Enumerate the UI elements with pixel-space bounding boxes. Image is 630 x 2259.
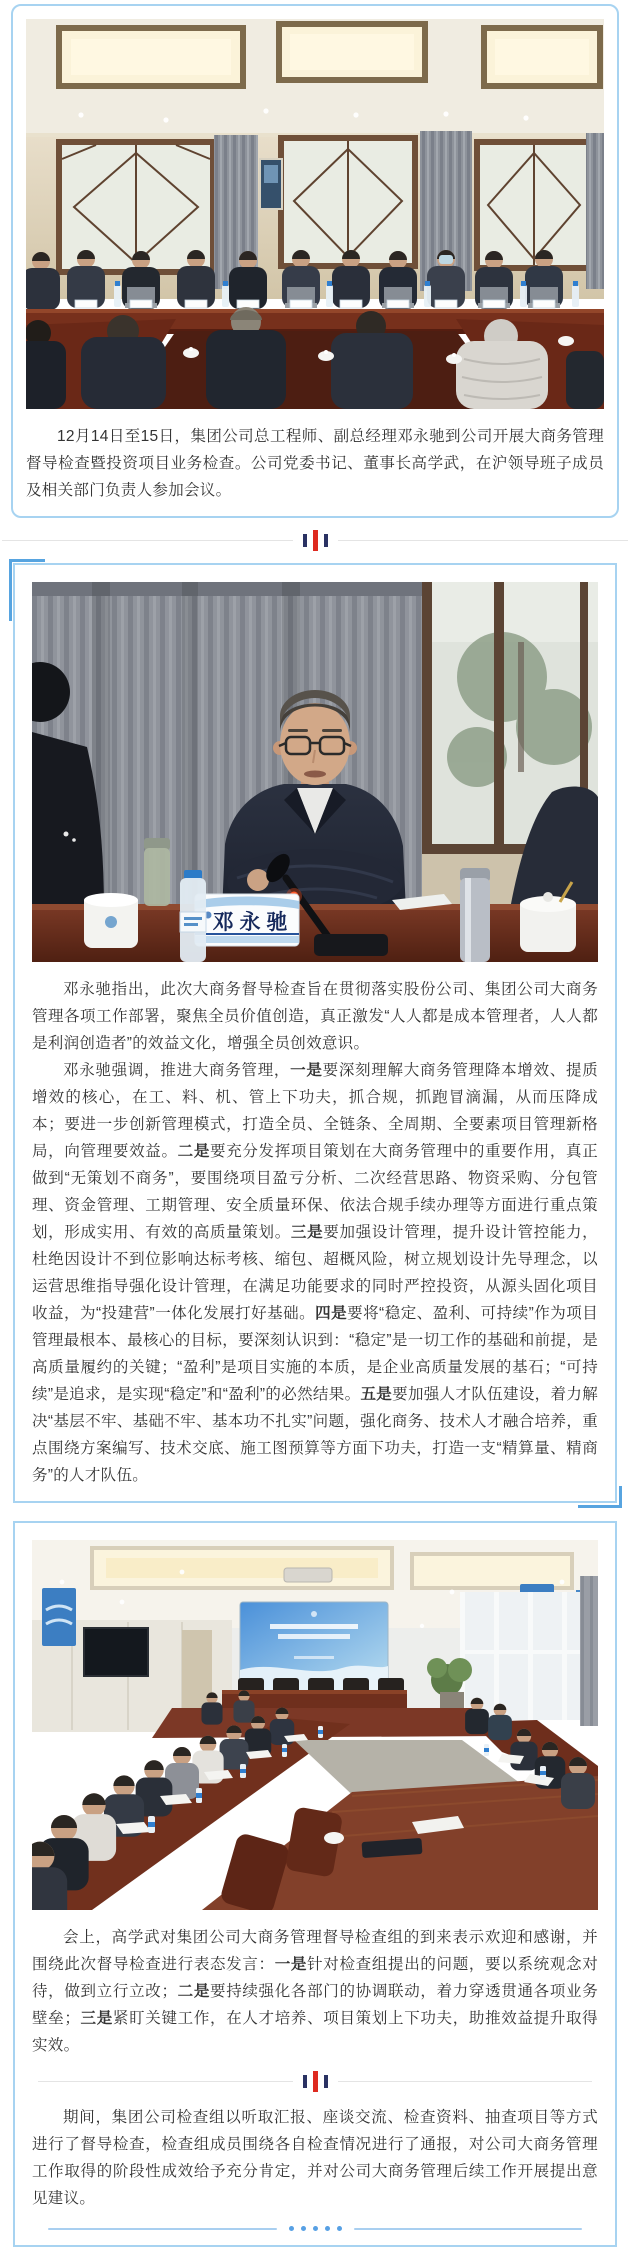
divider-line: [338, 540, 629, 541]
paragraph-deng-points: 邓永驰指出，此次大商务督导检查旨在贯彻落实股份公司、集团公司大商务管理各项工作部署，聚焦全员价值创造，真正激发“人人都是成本管理者，人人都是利润创造者”的效益文化，增强全员创效意识。: [32, 981, 598, 1052]
speaker-nameplate: [195, 894, 299, 946]
text-run: 要深刻理解大商务管理降本增效、提质增效的核心，在工、料、机、管上下功夫，抓合规，抓跑冒滴漏，从而压降成本；要进一步创新管理模式，打造全员、全链条、全周期、全要素项目管理新格局，向管理要效益。: [32, 1062, 598, 1160]
section-card-3: [13, 1521, 617, 2247]
text-run: 要加强人才队伍建设，着力解决“基层不牢、基础不牢、基本功不扎实”问题，强化商务、技术人才融合培养，重点围绕方案编写、技术交底、施工图预算等方面下功夫，打造一支“精算量、精商务”的人才队伍。: [32, 1386, 598, 1484]
text-run: 会上，高学武对集团公司大商务管理督导检查组的到来表示欢迎和感谢，并围绕此次督导检查进行表态发言：: [32, 1929, 598, 1973]
paragraph-gao-remarks: [32, 1924, 598, 2059]
corner-bracket-bottom-right: [578, 1486, 622, 1508]
meeting-photo-2: [32, 1540, 598, 1910]
divider-bars-icon: [303, 2071, 328, 2092]
bold-point-3: 三是: [80, 2010, 113, 2027]
svg-text:邓 永 驰: 邓 永 驰: [212, 911, 288, 934]
bold-point-2: 二是: [177, 1983, 211, 2000]
text-run: 要加强设计管理，提升设计管控能力，杜绝因设计不到位影响达标考核、缩包、超概风险，树立规划设计先导理念，以运营思维指导强化设计管理，在满足功能要求的同时严控投资，从源头固化项目收益，为“投建营”一体化发展打好基础。: [32, 1224, 598, 1322]
bold-point-1: 一是: [274, 1956, 308, 1973]
divider-line: [38, 2081, 293, 2082]
corner-bracket-top-left: [9, 559, 45, 621]
paragraph-deng-emphasis: [32, 1057, 598, 1489]
bold-point-4: 四是: [315, 1305, 348, 1322]
dots-divider-line: [354, 2228, 583, 2230]
bold-point-3: 三是: [290, 1224, 324, 1241]
section-card-2: [13, 563, 617, 1503]
text-run: 要充分发挥项目策划在大商务管理中的重要作用，真正做到“无策划不商务”，要围绕项目盈亏分析、二次经营思路、物资采购、分包管理、资金管理、工期管理、安全质量环保、依法合规手续办理等方面进行重点策划，形成实用、有效的高质量策划。: [32, 1143, 599, 1241]
text-run: 邓永驰强调，推进大商务管理，: [63, 1062, 291, 1079]
divider-line: [338, 2081, 593, 2082]
divider-bars-icon: [303, 530, 328, 551]
bold-point-5: 五是: [360, 1386, 393, 1403]
dots-divider: [48, 2226, 582, 2231]
section-divider: [2, 530, 628, 551]
meeting-photo-1: [26, 19, 604, 409]
text-run: 针对检查组提出的问题，要以系统观念对待，做到立行立改；: [32, 1956, 598, 2000]
text-run: 要持续强化各部门的协调联动，着力穿透贯通各项业务壁垒；: [32, 1983, 599, 2027]
section-card-1: [11, 4, 619, 518]
speaker-photo: [32, 582, 598, 962]
text-run: 紧盯关键工作，在人才培养、项目策划上下功夫，助推效益提升取得实效。: [32, 2010, 598, 2054]
dots-icon: [289, 2226, 342, 2231]
section-divider: [38, 2071, 592, 2092]
paragraph-intro: 12月14日至15日，集团公司总工程师、副总经理邓永驰到公司开展大商务管理督导检查暨投资项目业务检查。公司党委书记、董事长高学武，在沪领导班子成员及相关部门负责人参加会议。: [26, 428, 604, 499]
bold-point-1: 一是: [290, 1062, 323, 1079]
divider-line: [2, 540, 293, 541]
dots-divider-line: [48, 2228, 277, 2230]
paragraph-closing: 期间，集团公司检查组以听取汇报、座谈交流、检查资料、抽查项目等方式进行了督导检查，检查组成员围绕各自检查情况进行了通报，对公司大商务管理工作取得的阶段性成效给予充分肯定，并对公司大商务管理后续工作开展提出意见建议。: [32, 2109, 598, 2207]
text-run: 要将“稳定、盈利、可持续”作为项目管理最根本、最核心的目标，要深刻认识到：“稳定”是一切工作的基础和前提，是高质量履约的关键；“盈利”是项目实施的本质，是企业高质量发展的基石；“可持续”是追求，是实现“稳定”和“盈利”的必然结果。: [32, 1305, 598, 1403]
bold-point-2: 二是: [177, 1143, 211, 1160]
